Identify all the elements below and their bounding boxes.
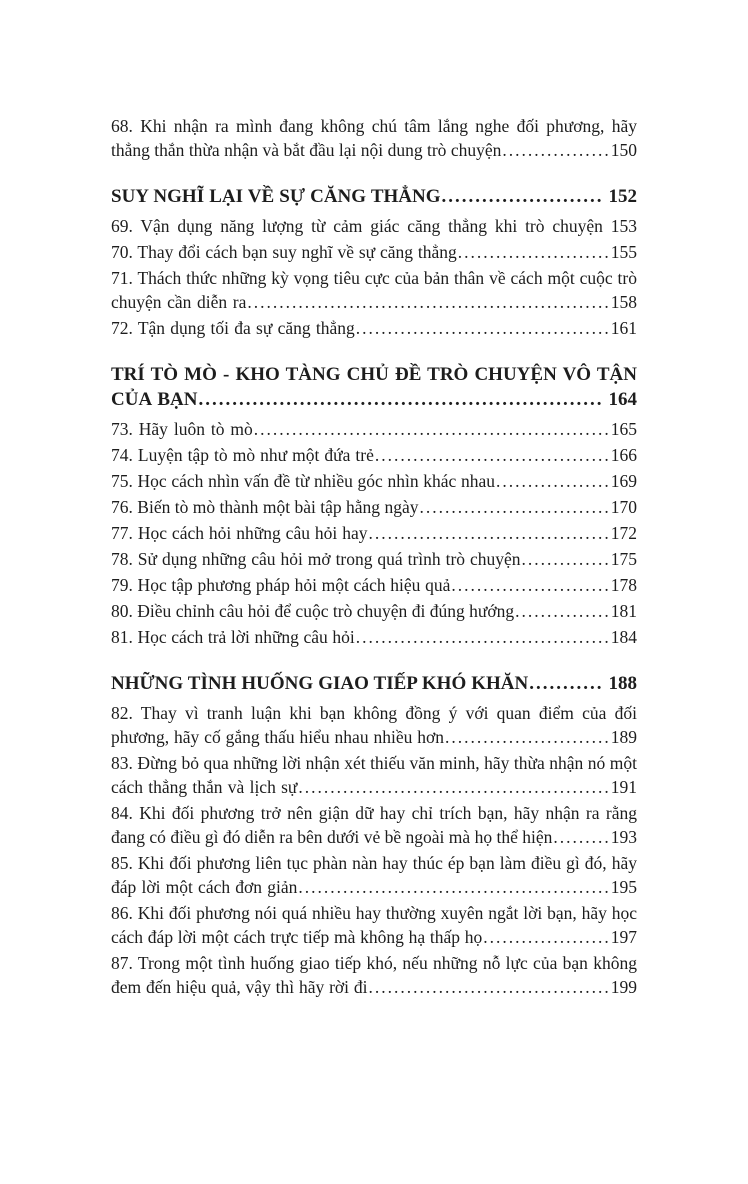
page-number: 193 — [610, 827, 637, 847]
dot-leader: ............................................................ — [198, 389, 604, 410]
entry-text: 81. Học cách trả lời những câu hỏi — [111, 627, 355, 647]
toc-entry — [111, 417, 637, 441]
toc-entry — [111, 240, 637, 264]
page-number: 195 — [610, 877, 637, 897]
page-number: 189 — [610, 727, 637, 747]
page-number: 152 — [608, 186, 637, 207]
entry-text: 76. Biến tò mò thành một bài tập hằng ngày — [111, 497, 419, 517]
entry-text: 87. Trong một tình huống giao tiếp khó, nếu những nỗ lực của bạn không đem đến hiệu quả, vậy thì hãy rời đi — [111, 953, 637, 997]
dot-leader: .............................. — [419, 497, 611, 517]
entry-text: 85. Khi đối phương liên tục phàn nàn hay thúc ép bạn làm điều gì đó, hãy đáp lời một cách đơn giản — [111, 853, 637, 897]
dot-leader: .......................... — [445, 727, 611, 747]
dot-leader: ........................................ — [355, 627, 611, 647]
toc-section-heading — [111, 362, 637, 412]
entry-text: 72. Tận dụng tối đa sự căng thẳng — [111, 318, 355, 338]
dot-leader: ........................ — [441, 186, 604, 207]
page-number: 170 — [610, 497, 637, 517]
toc-entry — [111, 599, 637, 623]
dot-leader: ............... — [515, 601, 611, 621]
entry-text: 84. Khi đối phương trở nên giận dữ hay chỉ trích bạn, hãy nhận ra rằng đang có điều gì đó diễn ra bên dưới vẻ bề ngoài mà họ thể hiện — [111, 803, 637, 847]
page-number: 155 — [610, 242, 637, 262]
dot-leader: ..................................... — [374, 445, 611, 465]
toc-section-heading — [111, 671, 637, 696]
entry-text: 82. Thay vì tranh luận khi bạn không đồng ý với quan điểm của đối phương, hãy cố gắng thấu hiểu nhau nhiều hơn — [111, 703, 637, 747]
entry-text: 68. Khi nhận ra mình đang không chú tâm lắng nghe đối phương, hãy thẳng thắn thừa nhận và bắt đầu lại nội dung trò chuyện — [111, 116, 637, 160]
toc-entry — [111, 751, 637, 799]
entry-text: 75. Học cách nhìn vấn đề từ nhiều góc nhìn khác nhau — [111, 471, 495, 491]
page-number: 191 — [610, 777, 637, 797]
toc-entry — [111, 701, 637, 749]
page-number: 166 — [610, 445, 637, 465]
toc-entry — [111, 214, 637, 238]
entry-text: 70. Thay đổi cách bạn suy nghĩ về sự căng thẳng — [111, 242, 457, 262]
page-number: 153 — [610, 216, 638, 236]
page-number: 199 — [610, 977, 637, 997]
dot-leader: ........................ — [457, 242, 611, 262]
page-number: 172 — [610, 523, 637, 543]
toc-entry — [111, 851, 637, 899]
heading-text: TRÍ TÒ MÒ - KHO TÀNG CHỦ ĐỀ TRÒ CHUYỆN VÔ TẬN CỦA BẠN — [111, 364, 637, 410]
page-number: 164 — [608, 389, 637, 410]
entry-text: 77. Học cách hỏi những câu hỏi hay — [111, 523, 368, 543]
toc-entry — [111, 801, 637, 849]
entry-text: 73. Hãy luôn tò mò — [111, 419, 253, 439]
toc-entry — [111, 573, 637, 597]
heading-text: SUY NGHĨ LẠI VỀ SỰ CĂNG THẲNG — [111, 186, 441, 207]
dot-leader: ........... — [529, 673, 604, 694]
entry-text: 69. Vận dụng năng lượng từ cảm giác căng thẳng khi trò chuyện — [111, 216, 603, 236]
toc-entry — [111, 443, 637, 467]
toc-entry — [111, 625, 637, 649]
page-number: 158 — [610, 292, 637, 312]
dot-leader: ........................................................ — [253, 419, 611, 439]
table-of-contents — [111, 114, 637, 1001]
page-number: 150 — [610, 140, 637, 160]
page-number: 175 — [610, 549, 637, 569]
toc-entry — [111, 266, 637, 314]
entry-text: 79. Học tập phương pháp hỏi một cách hiệu quả — [111, 575, 451, 595]
page-number: 178 — [610, 575, 637, 595]
page-number: 165 — [610, 419, 637, 439]
dot-leader: ................................................. — [298, 877, 611, 897]
heading-text: NHỮNG TÌNH HUỐNG GIAO TIẾP KHÓ KHĂN — [111, 673, 529, 694]
page-number: 181 — [610, 601, 637, 621]
entry-text: 71. Thách thức những kỳ vọng tiêu cực của bản thân về cách một cuộc trò chuyện cần diễn ra — [111, 268, 637, 312]
page-number: 161 — [610, 318, 637, 338]
entry-text: 78. Sử dụng những câu hỏi mở trong quá trình trò chuyện — [111, 549, 521, 569]
page-number: 197 — [610, 927, 637, 947]
toc-entry — [111, 901, 637, 949]
toc-section-heading — [111, 184, 637, 209]
toc-entry — [111, 114, 637, 162]
entry-text: 83. Đừng bỏ qua những lời nhận xét thiếu văn minh, hãy thừa nhận nó một cách thẳng thắn và lịch sự — [111, 753, 637, 797]
toc-entry — [111, 469, 637, 493]
entry-text: 74. Luyện tập tò mò như một đứa trẻ — [111, 445, 374, 465]
toc-entry — [111, 521, 637, 545]
toc-entry — [111, 951, 637, 999]
dot-leader: ......... — [553, 827, 611, 847]
dot-leader: .................... — [483, 927, 611, 947]
dot-leader: ................. — [502, 140, 611, 160]
page-number: 184 — [610, 627, 637, 647]
toc-entry — [111, 547, 637, 571]
dot-leader: ........................................ — [355, 318, 611, 338]
dot-leader: ...................................... — [368, 977, 611, 997]
page-number: 169 — [610, 471, 637, 491]
dot-leader: .............. — [521, 549, 611, 569]
page-number: 188 — [608, 673, 637, 694]
dot-leader: ......................................................... — [247, 292, 611, 312]
toc-entry — [111, 316, 637, 340]
dot-leader: ......................... — [451, 575, 611, 595]
toc-entry — [111, 495, 637, 519]
entry-text: 80. Điều chỉnh câu hỏi để cuộc trò chuyện đi đúng hướng — [111, 601, 515, 621]
dot-leader: .................. — [496, 471, 611, 491]
entry-text: 86. Khi đối phương nói quá nhiều hay thường xuyên ngắt lời bạn, hãy học cách đáp lời một cách trực tiếp mà không hạ thấp họ — [111, 903, 637, 947]
dot-leader: ...................................... — [368, 523, 611, 543]
dot-leader: ................................................. — [298, 777, 611, 797]
